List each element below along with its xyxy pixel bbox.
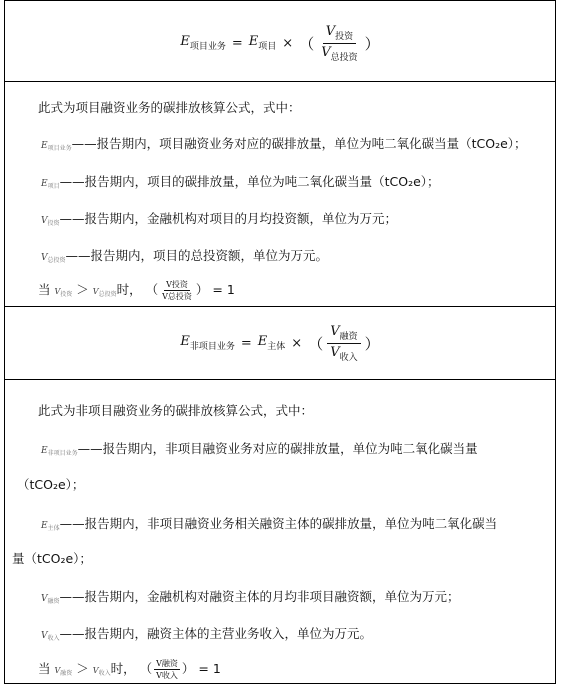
paren-open: （ [299,34,315,53]
definition-item: $V_{融资}——$报告期内，金融机构对融资主体的月均非项目融资额，单位为万元； [41,589,460,605]
condition-ratio: $\frac{\text{V融资}}{\text{V收入}}$ [156,659,178,680]
definition-item: $V_{总投资}——$报告期内，项目的总投资额，单位为万元。 [41,248,329,264]
condition-line: 当 $V_{融资} > V_{收入}$时， （ $\frac{\text{V融资}}{\text{V收入}}$ ） = 1 [38,659,221,680]
intro-text: 此式为非项目融资业务的碳排放核算公式，式中： [38,403,314,418]
definition-continuation: 量（tCO₂e）； [12,551,92,566]
definition-item: $V_{投资}——$报告期内，金融机构对项目的月均投资额，单位为万元； [41,211,398,227]
row-divider [5,379,555,380]
definition-item: $V_{收入}——$报告期内，融资主体的主营业务收入，单位为万元。 [41,626,373,642]
formula-lhs: $E_{项目业务}$ [180,34,226,52]
financing-ratio: $\frac{V_{融资}}{V_{收入}}$ [327,324,360,363]
investment-ratio: $\frac{V_{投资}}{V_{总投资}}$ [321,23,358,63]
formula-lhs: $E_{非项目业务}$ [180,334,235,352]
paren-open: （ [308,334,324,353]
project-formula [5,11,555,75]
formula-rhs: $E_{主体}$ [257,334,286,352]
definition-item: $E_{非项目业务}——$报告期内，非项目融资业务对应的碳排放量，单位为吨二氧化碳当量 [41,441,478,457]
times-sign: × [291,335,303,351]
times-sign: × [282,35,294,51]
row-divider [5,81,555,82]
definition-item: $E_{项目}——$报告期内，项目的碳排放量，单位为吨二氧化碳当量（tCO₂e）； [41,174,440,190]
row-divider [5,306,555,307]
definition-item: $E_{项目业务}——$报告期内，项目融资业务对应的碳排放量，单位为吨二氧化碳当量（tCO₂e）； [41,136,527,152]
formula-table [4,0,556,684]
condition-ratio: $\frac{\text{V投资}}{\text{V总投资}}$ [162,280,192,301]
paren-close: ） [364,34,380,53]
equals-sign: = [231,35,243,51]
paren-close: ） [364,334,380,353]
formula-rhs: $E_{项目}$ [248,34,277,52]
condition-line: 当 $V_{投资} > V_{总投资}$时， （ $\frac{\text{V投资}}{\text{V总投资}}$ ） = 1 [38,280,235,301]
definition-item: $E_{主体}——$报告期内，非项目融资业务相关融资主体的碳排放量，单位为吨二氧化碳当 [41,516,498,532]
non-project-formula [5,313,555,373]
intro-text: 此式为项目融资业务的碳排放核算公式，式中： [38,100,301,115]
equals-sign: = [240,335,252,351]
definition-continuation: （tCO₂e）； [17,477,85,492]
